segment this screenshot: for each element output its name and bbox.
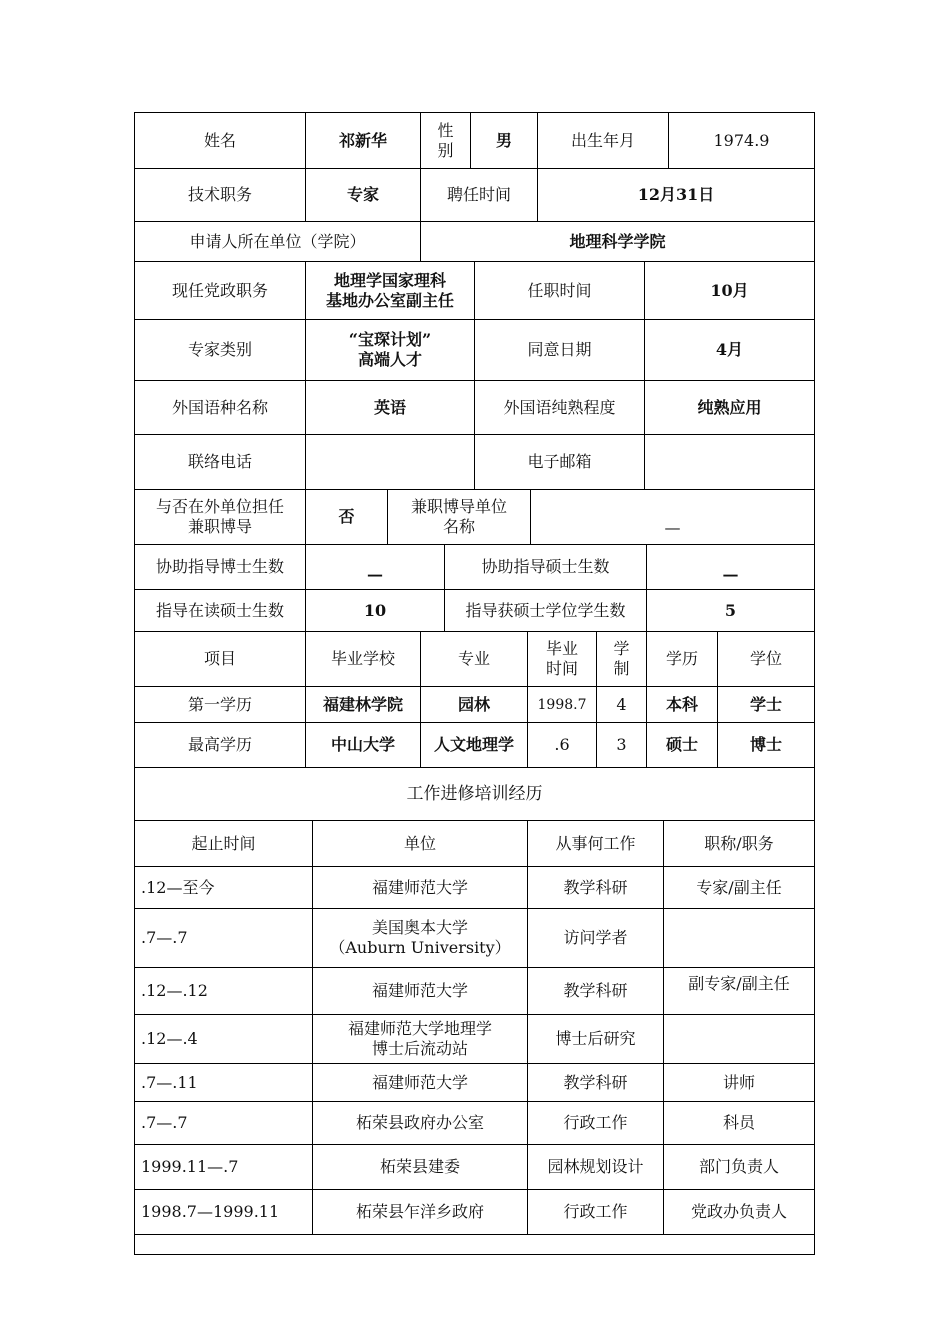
work-period: .7—.7 <box>135 1102 313 1145</box>
edu-header-school: 毕业学校 <box>306 632 421 687</box>
work-unit: 福建师范大学 <box>313 867 528 909</box>
work-period: .12—至今 <box>135 867 313 909</box>
work-unit: 福建师范大学 <box>313 1064 528 1102</box>
edu-school: 福建林学院 <box>306 687 421 723</box>
email-value <box>645 435 814 490</box>
work-job: 行政工作 <box>528 1102 664 1145</box>
work-title <box>664 909 814 968</box>
agree-value: 4月 <box>645 320 814 381</box>
empty-row <box>135 1235 814 1254</box>
hire-value: 12月31日 <box>538 169 814 222</box>
work-unit: 美国奥本大学 （Auburn University） <box>313 909 528 968</box>
edu-degree: 博士 <box>718 723 814 768</box>
work-header-title: 职称/职务 <box>664 821 814 867</box>
post-time-value: 10月 <box>645 262 814 320</box>
edu-row-label: 第一学历 <box>135 687 306 723</box>
level-label: 外国语纯熟程度 <box>475 381 645 435</box>
edu-header-degree: 学位 <box>718 632 814 687</box>
work-title <box>664 1015 814 1064</box>
name-label: 姓名 <box>135 113 306 169</box>
assist-phd-value: — <box>306 545 445 590</box>
ext-unit-value: — <box>531 490 814 545</box>
edu-major: 人文地理学 <box>421 723 528 768</box>
application-form <box>134 112 815 1255</box>
phone-label: 联络电话 <box>135 435 306 490</box>
level-value: 纯熟应用 <box>645 381 814 435</box>
ext-label: 与否在外单位担任 兼职博导 <box>135 490 306 545</box>
name-value: 祁新华 <box>306 113 421 169</box>
work-header-job: 从事何工作 <box>528 821 664 867</box>
work-unit: 柘荣县建委 <box>313 1145 528 1190</box>
cur-ms-value: 10 <box>306 590 445 632</box>
work-period: .12—.4 <box>135 1015 313 1064</box>
ext-value: 否 <box>306 490 388 545</box>
birth-label: 出生年月 <box>538 113 669 169</box>
edu-row-label: 最高学历 <box>135 723 306 768</box>
type-value: “宝琛计划” 高端人才 <box>306 320 475 381</box>
work-period: .12—.12 <box>135 968 313 1015</box>
grad-ms-label: 指导获硕士学位学生数 <box>445 590 647 632</box>
email-label: 电子邮箱 <box>475 435 645 490</box>
work-unit: 福建师范大学地理学 博士后流动站 <box>313 1015 528 1064</box>
gender-label: 性 别 <box>421 113 471 169</box>
grad-ms-value: 5 <box>647 590 814 632</box>
birth-value: 1974.9 <box>669 113 814 169</box>
edu-education: 硕士 <box>647 723 718 768</box>
unit-value: 地理科学学院 <box>421 222 814 262</box>
work-section-title: 工作进修培训经历 <box>135 768 814 821</box>
work-job: 教学科研 <box>528 1064 664 1102</box>
edu-education: 本科 <box>647 687 718 723</box>
cur-ms-label: 指导在读硕士生数 <box>135 590 306 632</box>
post-value: 地理学国家理科 基地办公室副主任 <box>306 262 475 320</box>
assist-phd-label: 协助指导博士生数 <box>135 545 306 590</box>
unit-label: 申请人所在单位（学院） <box>135 222 421 262</box>
hire-label: 聘任时间 <box>421 169 538 222</box>
gender-value: 男 <box>471 113 538 169</box>
work-period: 1998.7—1999.11 <box>135 1190 313 1235</box>
work-unit: 柘荣县乍洋乡政府 <box>313 1190 528 1235</box>
edu-header-education: 学历 <box>647 632 718 687</box>
type-label: 专家类别 <box>135 320 306 381</box>
work-period: .7—.11 <box>135 1064 313 1102</box>
work-header-unit: 单位 <box>313 821 528 867</box>
work-unit: 福建师范大学 <box>313 968 528 1015</box>
edu-header-item: 项目 <box>135 632 306 687</box>
edu-years: 3 <box>597 723 647 768</box>
work-job: 教学科研 <box>528 867 664 909</box>
edu-major: 园林 <box>421 687 528 723</box>
work-period: 1999.11—.7 <box>135 1145 313 1190</box>
work-title: 科员 <box>664 1102 814 1145</box>
work-unit: 柘荣县政府办公室 <box>313 1102 528 1145</box>
post-label: 现任党政职务 <box>135 262 306 320</box>
lang-label: 外国语种名称 <box>135 381 306 435</box>
lang-value: 英语 <box>306 381 475 435</box>
ext-unit-label: 兼职博导单位 名称 <box>388 490 531 545</box>
edu-years: 4 <box>597 687 647 723</box>
edu-grad-time: .6 <box>528 723 597 768</box>
post-time-label: 任职时间 <box>475 262 645 320</box>
edu-header-major: 专业 <box>421 632 528 687</box>
work-title: 专家/副主任 <box>664 867 814 909</box>
work-title: 副专家/副主任 <box>664 968 814 1015</box>
title-value: 专家 <box>306 169 421 222</box>
work-job: 园林规划设计 <box>528 1145 664 1190</box>
work-job: 教学科研 <box>528 968 664 1015</box>
work-job: 访问学者 <box>528 909 664 968</box>
assist-ms-value: — <box>647 545 814 590</box>
edu-grad-time: 1998.7 <box>528 687 597 723</box>
work-title: 讲师 <box>664 1064 814 1102</box>
agree-label: 同意日期 <box>475 320 645 381</box>
work-period: .7—.7 <box>135 909 313 968</box>
work-header-period: 起止时间 <box>135 821 313 867</box>
work-title: 党政办负责人 <box>664 1190 814 1235</box>
phone-value <box>306 435 475 490</box>
work-title: 部门负责人 <box>664 1145 814 1190</box>
assist-ms-label: 协助指导硕士生数 <box>445 545 647 590</box>
work-job: 博士后研究 <box>528 1015 664 1064</box>
title-label: 技术职务 <box>135 169 306 222</box>
work-job: 行政工作 <box>528 1190 664 1235</box>
edu-header-years: 学 制 <box>597 632 647 687</box>
edu-degree: 学士 <box>718 687 814 723</box>
edu-school: 中山大学 <box>306 723 421 768</box>
edu-header-grad-time: 毕业 时间 <box>528 632 597 687</box>
